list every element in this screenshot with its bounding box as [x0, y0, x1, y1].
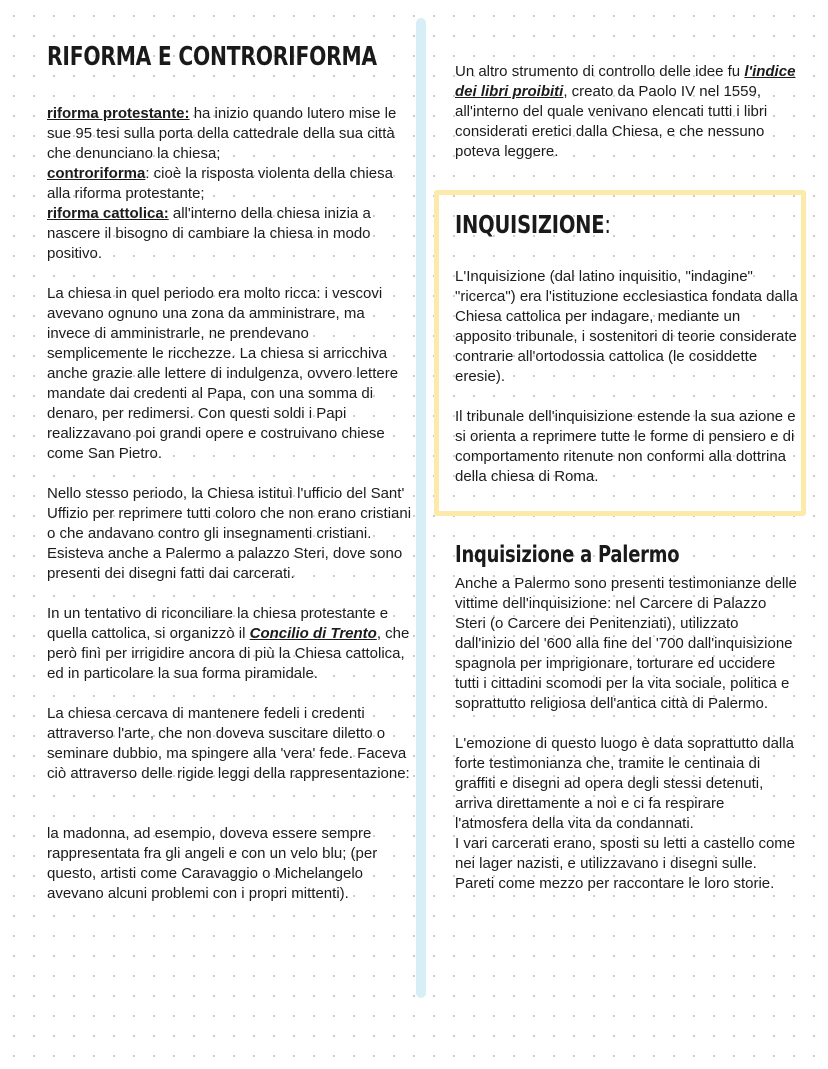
title-text: INQUISIZIONE: [455, 210, 605, 239]
paragraph-concilio: [47, 604, 412, 684]
column-divider: [416, 18, 426, 998]
inquisizione-tribunale: Il tribunale dell'inquisizione estende la sua azione e si orienta a reprimere tutte le forme di pensiero e di comportamento ritenute non conformi alla dottrina della chiesa di Roma.: [455, 408, 796, 485]
term-riforma-cattolica: riforma cattolica:: [47, 205, 169, 222]
definition-text: ha inizio quando lutero mise le sue 95 tesi sulla porta della cattedrale della sua città che denunciano la chiesa;: [47, 105, 397, 162]
text: , che però finì per irrigidire ancora di più la Chiesa cattolica, ed in particolare la sua forma piramidale.: [47, 625, 410, 682]
paragraph-ricchezza: La chiesa in quel periodo era molto ricca: i vescovi avevano ognuno una zona da amministrare, ma invece di amministrarle, ne prendevano semplicemente le ricchezze. La chiesa si arricchiva anche grazie alle lettere di indulgenza, ovvero lettere mandate dai credenti al Papa, con una somma di denaro, per redimersi. Con questi soldi i Papi realizzavano poi grandi opere e costruivano chiese come San Pietro.: [47, 285, 399, 462]
term-controriforma: controriforma: [47, 165, 146, 182]
inquisizione-title: [455, 209, 724, 241]
paragraph-sant-uffizio: Nello stesso periodo, la Chiesa istituì l'ufficio del Sant' Uffizio per reprimere tutti coloro che non erano cristiani o che andavano contro gli insegnamenti cristiani. Esisteva anche a Palermo a palazzo Steri, dove sono presenti dei disegni fatti dai carcerati.: [47, 485, 412, 582]
paragraph-arte: La chiesa cercava di mantenere fedeli i credenti attraverso l'arte, che non doveva suscitare diletto o seminare dubbio, ma spingere alla 'vera' fede. Faceva ciò attraverso delle rigide leggi della rappresentazione:: [47, 705, 410, 782]
paragraph-palermo: Anche a Palermo sono presenti testimonianze delle vittime dell'inquisizione: nel Carcere di Palazzo Steri (o Carcere dei Penitenziati), utilizzato dall'inizio del '600 alla fine del '700 dall'inquisizione spagnola per imprigionare, torturare ed uccidere tutti i cittadini scomodi per la vita sociale, politica e soprattutto religiosa dell'antica città di Palermo.: [455, 575, 797, 712]
definition-text: : cioè la risposta violenta della chiesa alla riforma protestante;: [47, 165, 393, 202]
text: In un tentativo di riconciliare la chiesa protestante e quella cattolica, si organizzò il: [47, 605, 389, 642]
text: Un altro strumento di controllo delle idee fu: [455, 63, 745, 80]
paragraph-indice: [455, 62, 805, 162]
left-column: [47, 40, 412, 904]
definitions-paragraph: [47, 104, 412, 264]
paragraph-madonna: la madonna, ad esempio, doveva essere sempre rappresentata fra gli angeli e con un velo blu; (per questo, artisti come Caravaggio o Michelangelo avevano alcuni problemi con i propri mittenti).: [47, 825, 378, 902]
paragraph-carcerati: I vari carcerati erano, sposti su letti a castello come nei lager nazisti, e utilizzavano i disegni sulle. Pareti come mezzo per raccontare le loro storie.: [455, 835, 796, 892]
term-concilio-di-trento: Concilio di Trento: [249, 625, 377, 642]
palermo-title: Inquisizione a Palermo: [455, 542, 680, 568]
term-indice-libri-proibiti: l'indice dei libri proibiti: [455, 63, 796, 100]
paragraph-emozione: L'emozione di questo luogo è data soprattutto dalla forte testimonianza che, tramite le centinaia di graffiti e disegni ad opera degli stessi detenuti, arriva direttamente a noi e ci fa respirare l'atmosfera della vita da condannati.: [455, 735, 794, 832]
title-colon: :: [604, 210, 611, 239]
term-riforma-protestante: riforma protestante:: [47, 105, 190, 122]
page-title: RIFORMA E CONTRORIFORMA: [47, 42, 377, 72]
inquisizione-definition: L'Inquisizione (dal latino inquisitio, "indagine" "ricerca") era l'istituzione ecclesiastica fondata dalla Chiesa cattolica per indagare, mediante un apposito tribunale, i sostenitori di teorie considerate contrarie all'ortodossia cattolica (le cosiddette eresie).: [455, 268, 798, 385]
text: , creato da Paolo IV nel 1559, all'interno del quale venivano elencati tutti i libri considerati eretici dalla Chiesa, e che nessuno poteva leggere.: [455, 83, 768, 160]
right-column-top: [455, 62, 805, 162]
inquisizione-box: [434, 190, 806, 516]
palermo-section: [455, 540, 800, 894]
definition-text: all'interno della chiesa inizia a nascere il bisogno di cambiare la chiesa in modo positivo.: [47, 205, 371, 262]
